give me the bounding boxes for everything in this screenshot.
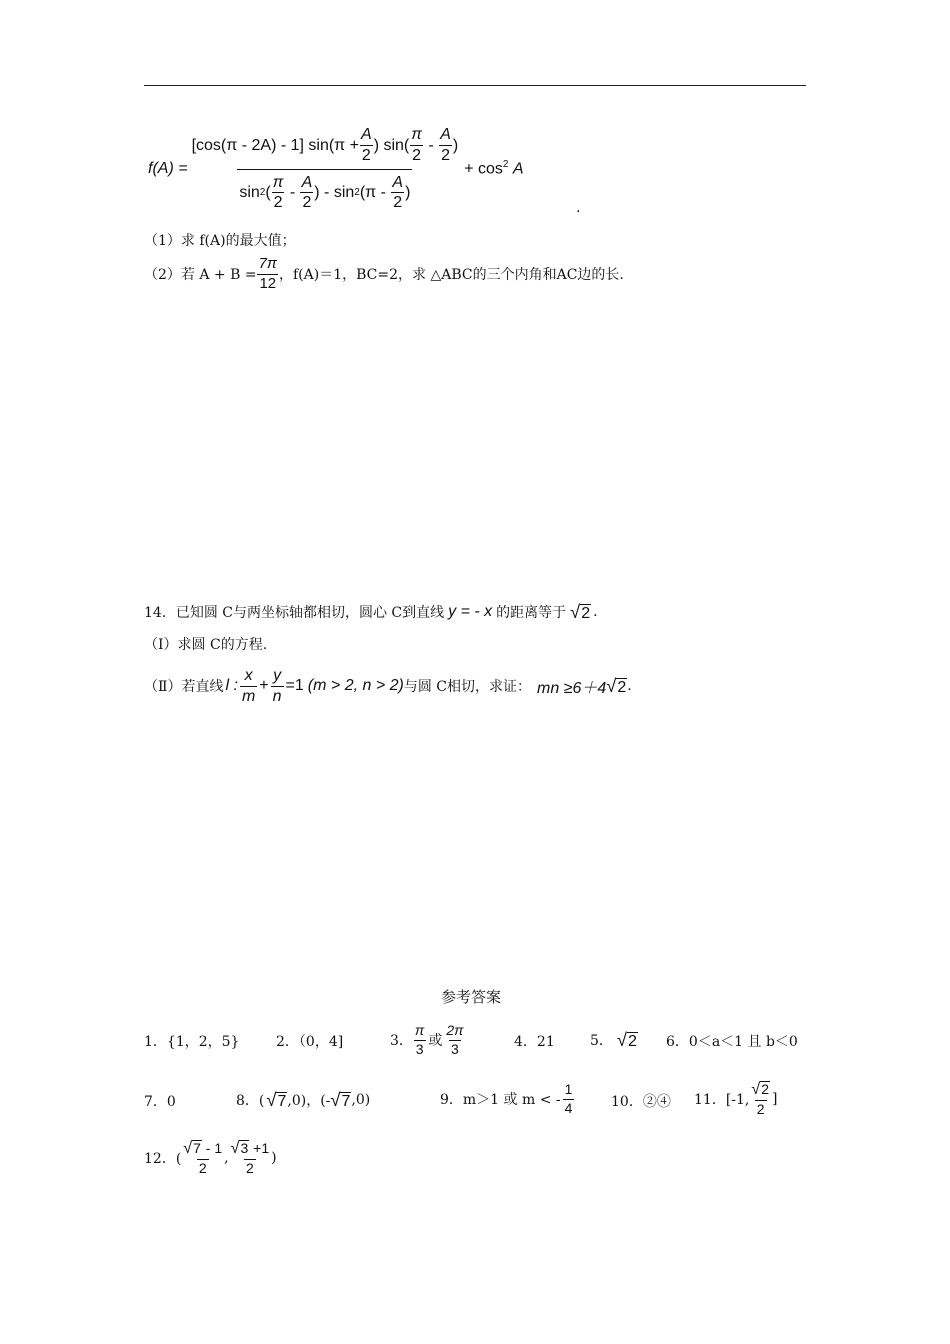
- q14-part1: （Ⅰ）求圆 C的方程.: [144, 637, 268, 653]
- q14-part2: （Ⅱ）若直线 l : $\frac{x}{m}$ + $\frac{y}{n}$ =1 (m > 2, n > 2) 与圆 C相切，求证： mn ≥6＋4 √2 .: [144, 666, 632, 705]
- q13-numerator: [cos(π - 2A) - 1] sin(π + $\frac{A}{2}$ ) sin( $\frac{\pi}{2}$ - $\frac{A}{2}$ ): [191, 126, 459, 164]
- answer-6: 6．0＜a＜1 且 b＜0: [666, 1034, 798, 1050]
- q13-period: .: [576, 200, 581, 216]
- q13-lhs: f(A) =: [148, 160, 188, 177]
- answer-11: 11．[-1, $\frac{√2}{2}$ ]: [694, 1079, 778, 1117]
- frac-a-2c: $\frac{A}{2}$: [301, 173, 313, 212]
- frac-a-2: $\frac{A}{2}$: [361, 126, 372, 164]
- frac-y-n: $\frac{y}{n}$: [272, 666, 282, 705]
- answer-8: 8．( √7 ,0)，(- √7 ,0): [236, 1089, 371, 1110]
- frac-1-4: $\frac{1}{4}$: [564, 1081, 573, 1116]
- answer-5: 5． √2: [590, 1029, 637, 1050]
- q13-part2: （2）若 A + B = $\frac{7\pi}{12}$ ，f(A)＝1，BC=2，求 △ABC的三个内角和AC边的长.: [144, 255, 624, 292]
- q13-tail: + $\cos^2 A$: [464, 159, 524, 178]
- frac-2pi-3: $\frac{2\pi}{3}$: [446, 1022, 464, 1057]
- answer-9: 9．m＞1 或 m < - $\frac{1}{4}$: [440, 1081, 573, 1116]
- answer-1: 1．{1，2，5}: [144, 1034, 240, 1050]
- frac-x-m: $\frac{x}{m}$: [241, 666, 256, 705]
- q14-line1: 14．已知圆 C与两坐标轴都相切，圆心 C到直线 y = - x 的距离等于 √2 .: [144, 601, 598, 622]
- frac-sqrt3-1-2: $\frac{√3 +1}{2}$: [230, 1138, 270, 1176]
- q13-part1: （1）求 f(A)的最大值；: [144, 233, 296, 249]
- answer-10: 10．②④: [611, 1094, 671, 1110]
- frac-sqrt7-1-2: $\frac{√7 - 1}{2}$: [183, 1138, 223, 1176]
- frac-sqrt2-2: $\frac{√2}{2}$: [751, 1079, 770, 1117]
- frac-7pi-12: $\frac{7\pi}{12}$: [258, 255, 277, 292]
- q13-main-fraction: [190, 126, 461, 211]
- header-rule: [144, 85, 806, 86]
- answer-3: 3． $\frac{\pi}{3}$ 或 $\frac{2\pi}{3}$: [390, 1022, 464, 1057]
- q13-denominator: sin 2 ( $\frac{\pi}{2}$ - $\frac{A}{2}$ ) - sin 2 (π - $\frac{A}{2}$ ): [237, 169, 412, 212]
- q13-formula: [148, 124, 608, 214]
- answer-4: 4．21: [514, 1034, 555, 1050]
- frac-pi-2: $\frac{\pi}{2}$: [411, 126, 422, 164]
- frac-a-2b: $\frac{A}{2}$: [440, 126, 451, 164]
- answer-7: 7．0: [144, 1094, 176, 1110]
- answer-12: 12．( $\frac{√7 - 1}{2}$ , $\frac{√3 +1}{2}$ ): [144, 1138, 277, 1176]
- answers-title: 参考答案: [441, 988, 502, 1006]
- frac-pi-2c: $\frac{\pi}{2}$: [272, 173, 284, 212]
- frac-a-2d: $\frac{A}{2}$: [392, 173, 404, 212]
- frac-pi-3: $\frac{\pi}{3}$: [414, 1022, 425, 1057]
- answer-2: 2．（0，4]: [276, 1034, 344, 1050]
